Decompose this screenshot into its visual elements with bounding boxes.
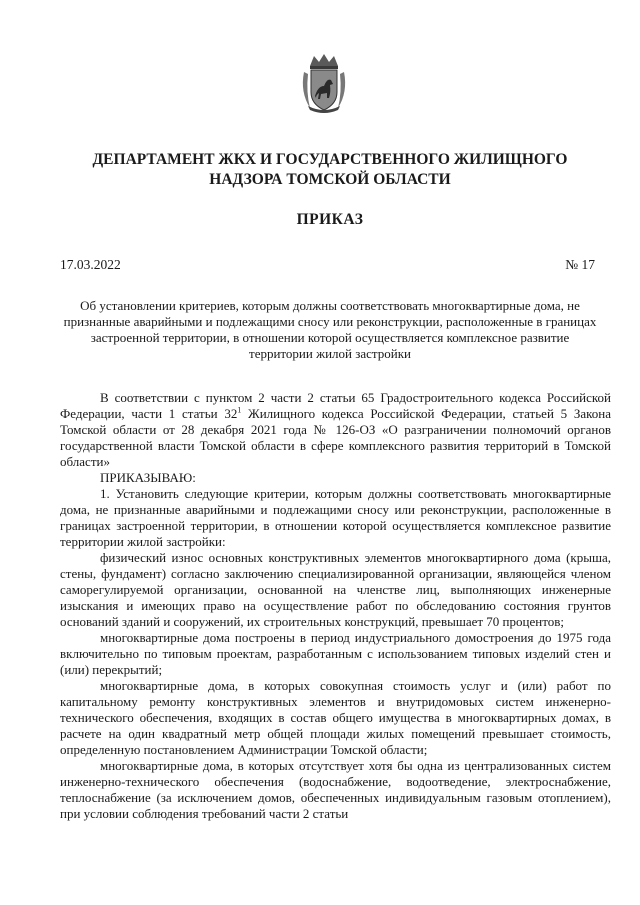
paragraph-criterion-cost: многоквартирные дома, в которых совокупная стоимость услуг и (или) работ по капитальному ремонту конструктивных элементов и внутридомовых систем инженерно-технического обеспечения, входящих в состав общего имущества в многоквартирных домах, в расчете на один квадратный метр общей площади жилых помещений превышает стоимость, определенную постановлением Администрации Томской области; [60, 678, 611, 757]
department-title-line-1: ДЕПАРТАМЕНТ ЖКХ И ГОСУДАРСТВЕННОГО ЖИЛИЩНОГО [92, 151, 568, 168]
document-body [60, 390, 611, 822]
department-title-line-2: НАДЗОРА ТОМСКОЙ ОБЛАСТИ [209, 171, 451, 188]
paragraph-legal-basis-part-1: В соответствии с пунктом 2 части 2 статьи 65 Градостроительного кодекса Российской Федерации, части 1 статьи 32 [60, 390, 611, 421]
document-subject: Об установлении критериев, которым должны соответствовать многоквартирные дома, не признанные аварийными и подлежащими сносу или реконструкции, расположенные в границах застроенной территории, в отношении которой осуществляется комплексное развитие территории жилой застройки [63, 298, 597, 361]
paragraph-legal-basis [60, 390, 611, 470]
paragraph-criterion-period: многоквартирные дома построены в период индустриального домостроения до 1975 года включительно по типовым проектам, разработанным с использованием типовых изделий стен и (или) перекрытий; [60, 630, 611, 677]
superscript: 1 [237, 405, 242, 415]
paragraph-legal-basis-part-2: Жилищного кодекса Российской Федерации, статьей 5 Закона Томской области от 28 декабря 2021 года № 126-ОЗ «О разграничении полномочий органов государственной власти Томской области в сфере комплексного развития территорий в Томской области» [60, 406, 611, 469]
paragraph-item-1: 1. Установить следующие критерии, которым должны соответствовать многоквартирные дома, не признанные аварийными и подлежащими сносу или реконструкции, расположенные в границах застроенной территории, в отношении которой осуществляется комплексное развитие территории жилой застройки: [60, 486, 611, 549]
tomsk-region-coat-of-arms-icon [300, 52, 348, 114]
document-type: ПРИКАЗ [296, 211, 364, 228]
document-date: 17.03.2022 [60, 257, 121, 272]
paragraph-criterion-wear: физический износ основных конструктивных элементов многоквартирного дома (крыша, стены, фундамент) согласно заключению специализированной организации, являющейся членом саморегулируемой организации, основанной на членстве лиц, выполняющих инженерные изыскания и имеющих право на осуществление работ по обследованию состояния грунтов оснований зданий и сооружений, их строительных конструкций, превышает 70 процентов; [60, 550, 611, 629]
paragraph-criterion-utilities: многоквартирные дома, в которых отсутствует хотя бы одна из централизованных систем инженерно-технического обеспечения (водоснабжение, водоотведение, электроснабжение, теплоснабжение (за исключением домов, обеспеченных индивидуальным газовым отоплением), при условии соблюдения требований части 2 статьи [60, 758, 611, 821]
order-word: ПРИКАЗЫВАЮ: [100, 470, 196, 485]
department-title [60, 150, 600, 190]
document-number: № 17 [565, 257, 595, 272]
